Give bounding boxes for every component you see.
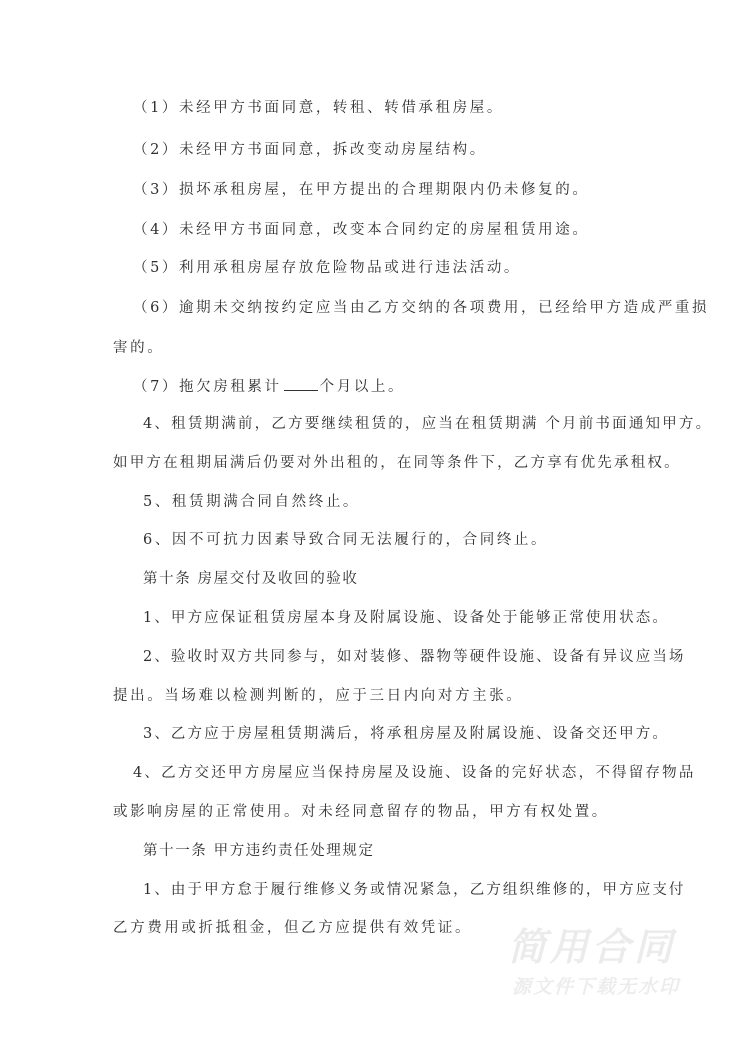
line-3: （4）未经甲方书面同意，改变本合同约定的房屋租赁用途。 <box>133 222 590 238</box>
line-11: 6、因不可抗力因素导致合同无法履行的，合同终止。 <box>143 532 549 548</box>
fill-in-blank <box>284 376 318 391</box>
line-7 <box>133 376 405 397</box>
section-heading-11: 第十一条 甲方违约责任处理规定 <box>143 843 375 859</box>
line-5: （6）逾期未交纳按约定应当由乙方交纳的各项费用，已经给甲方造成严重损 <box>133 300 710 316</box>
line-4: （5）利用承租房屋存放危险物品或进行违法活动。 <box>133 260 522 276</box>
watermark-subtitle: 源文件下载无水印 <box>512 976 681 998</box>
line-0: （1）未经甲方书面同意，转租、转借承租房屋。 <box>133 100 504 116</box>
line-1: （2）未经甲方书面同意，拆改变动房屋结构。 <box>133 142 487 158</box>
line-8: 4、租赁期满前，乙方要继续租赁的，应当在租赁期满 个月前书面通知甲方。 <box>143 416 713 432</box>
watermark-title: 简用合同 <box>508 925 677 969</box>
line-10: 5、租赁期满合同自然终止。 <box>143 494 361 510</box>
line-17: 4、乙方交还甲方房屋应当保持房屋及设施、设备的完好状态，不得留存物品 <box>133 765 696 781</box>
line-2: （3）损坏承租房屋，在甲方提出的合理期限内仍未修复的。 <box>133 182 590 198</box>
line-15: 提出。当场难以检测判断的，应于三日内向对方主张。 <box>113 688 524 704</box>
line-7-before: （7）拖欠房租累计 <box>133 379 282 395</box>
line-20: 1、由于甲方怠于履行维修义务或情况紧急，乙方组织维修的，甲方应支付 <box>143 882 686 898</box>
line-7-after: 个月以上。 <box>319 379 406 395</box>
line-16: 3、乙方应于房屋租赁期满后，将承租房屋及附属设施、设备交还甲方。 <box>143 726 669 742</box>
line-9: 如甲方在租期届满后仍要对外出租的，在同等条件下，乙方享有优先承租权。 <box>113 455 681 471</box>
line-18: 或影响房屋的正常使用。对未经同意留存的物品，甲方有权处置。 <box>113 804 609 820</box>
line-21: 乙方费用或折抵租金，但乙方应提供有效凭证。 <box>113 920 473 936</box>
section-heading-10: 第十条 房屋交付及收回的验收 <box>143 571 359 587</box>
line-14: 2、验收时双方共同参与，如对装修、器物等硬件设施、设备有异议应当场 <box>143 649 686 665</box>
line-6: 害的。 <box>113 340 165 356</box>
line-13: 1、甲方应保证租赁房屋本身及附属设施、设备处于能够正常使用状态。 <box>143 610 669 626</box>
